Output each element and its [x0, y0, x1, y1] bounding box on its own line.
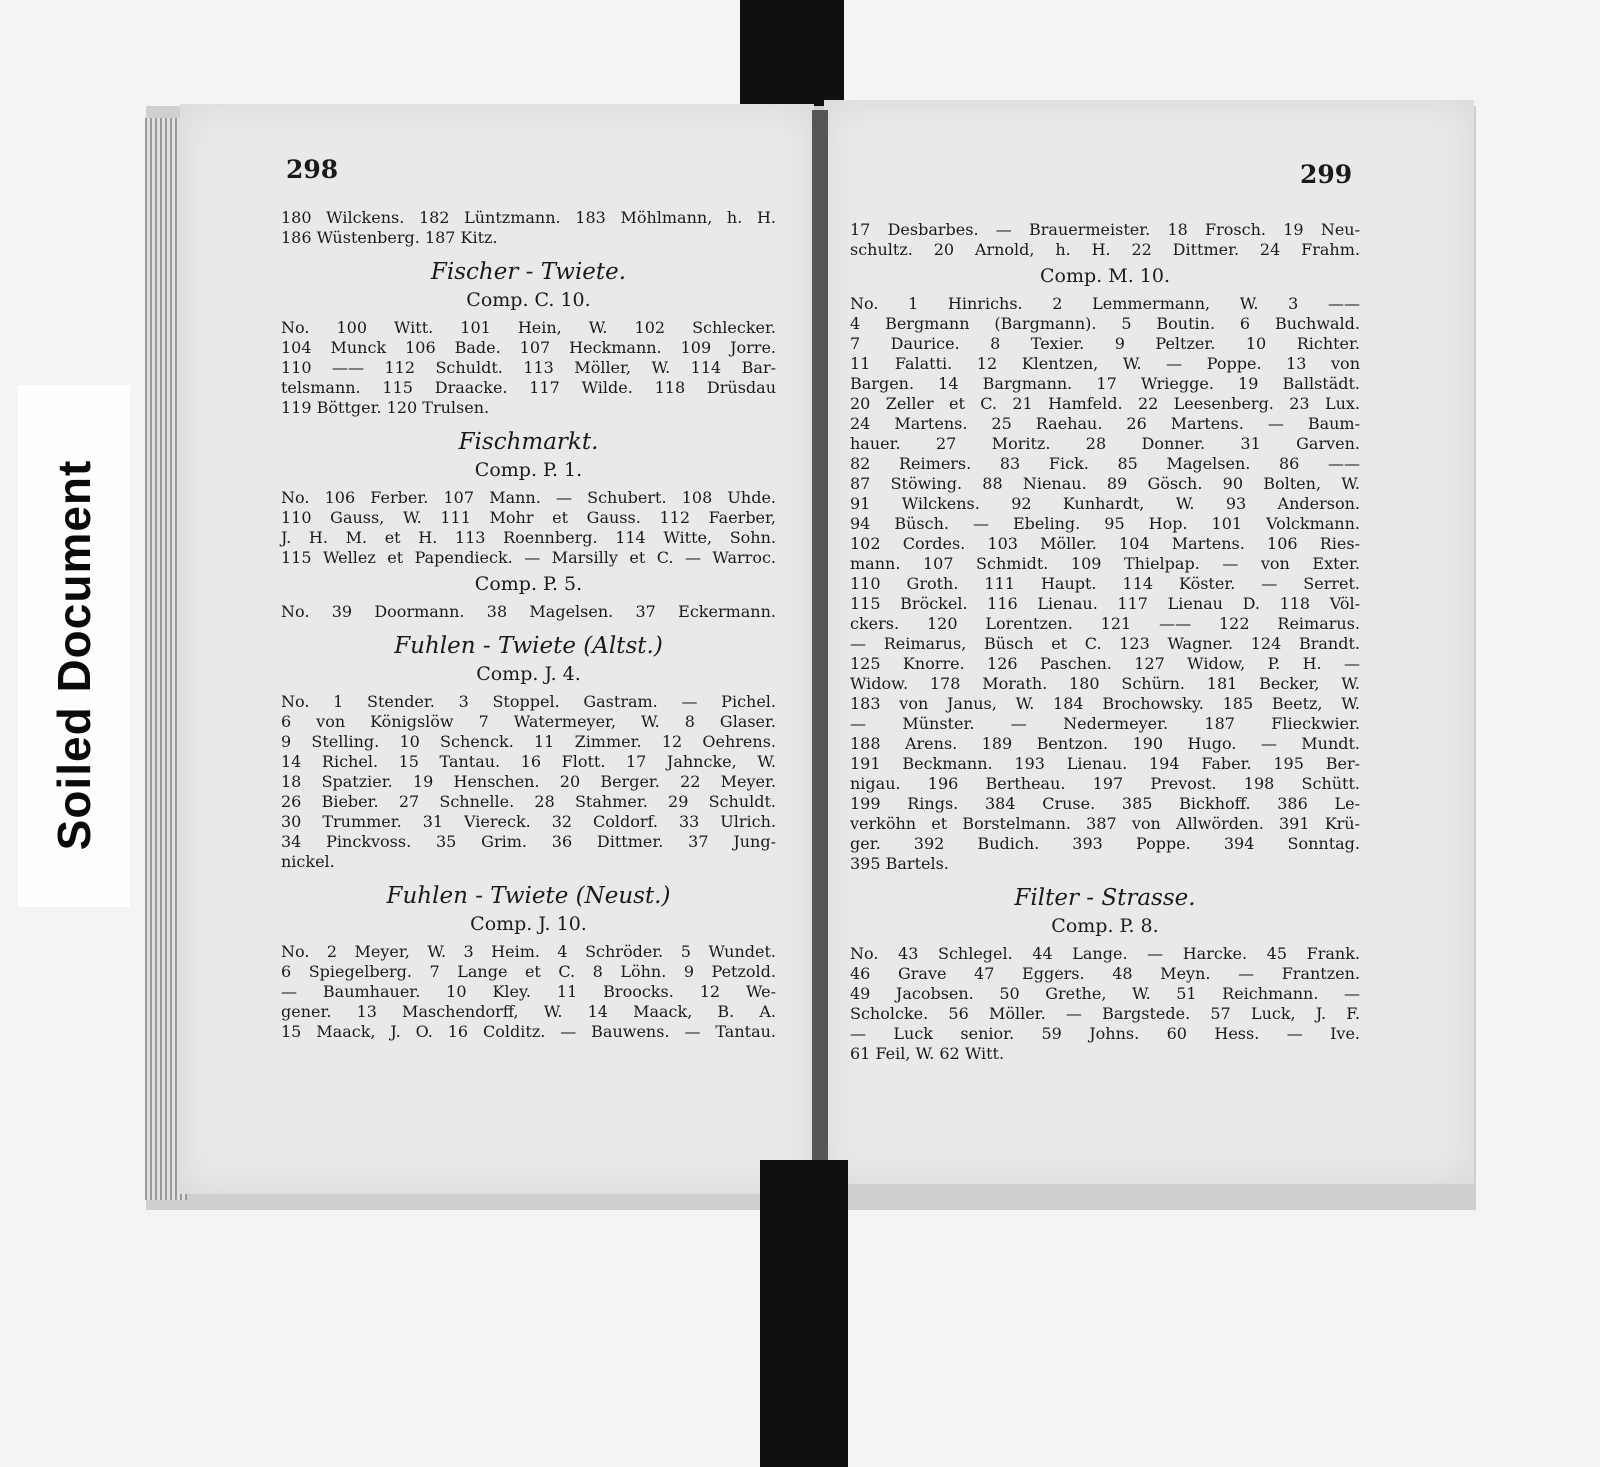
directory-line: 6 von Königslöw 7 Watermeyer, W. 8 Glaser. — [281, 712, 776, 731]
street-heading: Fuhlen - Twiete (Neust.) — [386, 883, 671, 909]
company-heading: Comp. P. 5. — [474, 573, 583, 595]
directory-line: schultz. 20 Arnold, h. H. 22 Dittmer. 24 Frahm. — [850, 240, 1360, 259]
directory-line: 11 Falatti. 12 Klentzen, W. — Poppe. 13 von — [850, 354, 1360, 373]
street-heading: Fischmarkt. — [458, 429, 599, 455]
directory-line: 91 Wilckens. 92 Kunhardt, W. 93 Anderson. — [850, 494, 1360, 513]
condition-label: Soiled Document — [48, 459, 100, 851]
directory-line: 125 Knorre. 126 Paschen. 127 Widow, P. H. — — [850, 654, 1360, 673]
street-heading: Filter - Strasse. — [1014, 885, 1196, 911]
directory-line: No. 2 Meyer, W. 3 Heim. 4 Schröder. 5 Wundet. — [281, 942, 776, 961]
directory-line: 7 Daurice. 8 Texier. 9 Peltzer. 10 Richter. — [850, 334, 1360, 353]
directory-line: 34 Pinckvoss. 35 Grim. 36 Dittmer. 37 Jung- — [281, 832, 776, 851]
directory-line: — Luck senior. 59 Johns. 60 Hess. — Ive. — [850, 1024, 1360, 1043]
directory-line: — Baumhauer. 10 Kley. 11 Broocks. 12 We- — [281, 982, 776, 1001]
directory-line: 15 Maack, J. O. 16 Colditz. — Bauwens. — Tantau. — [281, 1022, 776, 1041]
directory-line: Scholcke. 56 Möller. — Bargstede. 57 Luck, J. F. — [850, 1004, 1360, 1023]
directory-line: — Reimarus, Büsch et C. 123 Wagner. 124 Brandt. — [850, 634, 1360, 653]
directory-line: ger. 392 Budich. 393 Poppe. 394 Sonntag. — [850, 834, 1360, 853]
page-number-right: 299 — [1300, 160, 1353, 189]
directory-line: Bargen. 14 Bargmann. 17 Wriegge. 19 Ballstädt. — [850, 374, 1360, 393]
directory-line: ckers. 120 Lorentzen. 121 —— 122 Reimarus. — [850, 614, 1360, 633]
directory-line: 102 Cordes. 103 Möller. 104 Martens. 106 Ries- — [850, 534, 1360, 553]
directory-line: 14 Richel. 15 Tantau. 16 Flott. 17 Jahncke, W. — [281, 752, 776, 771]
directory-line: 94 Büsch. — Ebeling. 95 Hop. 101 Volckmann. — [850, 514, 1360, 533]
company-heading: Comp. J. 4. — [476, 663, 581, 685]
company-heading: Comp. P. 1. — [474, 459, 583, 481]
directory-line: 9 Stelling. 10 Schenck. 11 Zimmer. 12 Oehrens. — [281, 732, 776, 751]
directory-line: 49 Jacobsen. 50 Grethe, W. 51 Reichmann. — — [850, 984, 1360, 1003]
directory-line: Widow. 178 Morath. 180 Schürn. 181 Becker, W. — [850, 674, 1360, 693]
directory-line: 115 Bröckel. 116 Lienau. 117 Lienau D. 118 Völ- — [850, 594, 1360, 613]
directory-line: 183 von Janus, W. 184 Brochowsky. 185 Beetz, W. — [850, 694, 1360, 713]
page-number-left: 298 — [286, 155, 339, 184]
directory-line: J. H. M. et H. 113 Roennberg. 114 Witte, Sohn. — [281, 528, 776, 547]
directory-line: 46 Grave 47 Eggers. 48 Meyn. — Frantzen. — [850, 964, 1360, 983]
company-heading: Comp. P. 8. — [1051, 915, 1159, 937]
book-gutter — [812, 110, 828, 1190]
directory-line: 6 Spiegelberg. 7 Lange et C. 8 Löhn. 9 Petzold. — [281, 962, 776, 981]
directory-line: 199 Rings. 384 Cruse. 385 Bickhoff. 386 Le- — [850, 794, 1360, 813]
directory-line: 110 —— 112 Schuldt. 113 Möller, W. 114 Bar- — [281, 358, 776, 377]
street-heading: Fuhlen - Twiete (Altst.) — [394, 633, 663, 659]
directory-line: No. 100 Witt. 101 Hein, W. 102 Schlecker. — [281, 318, 776, 337]
directory-line: 110 Gauss, W. 111 Mohr et Gauss. 112 Faerber, — [281, 508, 776, 527]
directory-line: 17 Desbarbes. — Brauermeister. 18 Frosch. 19 Neu- — [850, 220, 1360, 239]
directory-line: 180 Wilckens. 182 Lüntzmann. 183 Möhlmann, h. H. — [281, 208, 776, 227]
directory-line: 18 Spatzier. 19 Henschen. 20 Berger. 22 Meyer. — [281, 772, 776, 791]
directory-line: 87 Stöwing. 88 Nienau. 89 Gösch. 90 Bolten, W. — [850, 474, 1360, 493]
directory-line: 395 Bartels. — [850, 854, 949, 873]
directory-line: No. 1 Hinrichs. 2 Lemmermann, W. 3 —— — [850, 294, 1360, 313]
directory-line: 115 Wellez et Papendieck. — Marsilly et C. — Warroc. — [281, 548, 776, 567]
directory-line: No. 39 Doormann. 38 Magelsen. 37 Eckermann. — [281, 602, 776, 621]
directory-line: 119 Böttger. 120 Trulsen. — [281, 398, 490, 417]
directory-line: 4 Bergmann (Bargmann). 5 Boutin. 6 Buchwald. — [850, 314, 1360, 333]
directory-line: No. 43 Schlegel. 44 Lange. — Harcke. 45 Frank. — [850, 944, 1360, 963]
directory-line: hauer. 27 Moritz. 28 Donner. 31 Garven. — [850, 434, 1360, 453]
directory-line: 82 Reimers. 83 Fick. 85 Magelsen. 86 —— — [850, 454, 1360, 473]
directory-line: gener. 13 Maschendorff, W. 14 Maack, B. A. — [281, 1002, 776, 1021]
directory-line: No. 1 Stender. 3 Stoppel. Gastram. — Pichel. — [281, 692, 776, 711]
directory-line: 24 Martens. 25 Raehau. 26 Martens. — Baum- — [850, 414, 1360, 433]
company-heading: Comp. C. 10. — [466, 289, 591, 311]
directory-line: 20 Zeller et C. 21 Hamfeld. 22 Leesenberg. 23 Lux. — [850, 394, 1360, 413]
directory-line: 186 Wüstenberg. 187 Kitz. — [281, 228, 498, 247]
directory-line: verköhn et Borstelmann. 387 von Allwörden. 391 Krü- — [850, 814, 1360, 833]
directory-line: 110 Groth. 111 Haupt. 114 Köster. — Serret. — [850, 574, 1360, 593]
directory-line: mann. 107 Schmidt. 109 Thielpap. — von Exter. — [850, 554, 1360, 573]
directory-line: telsmann. 115 Draacke. 117 Wilde. 118 Drüsdau — [281, 378, 776, 397]
directory-line: 61 Feil, W. 62 Witt. — [850, 1044, 1005, 1063]
directory-line: 26 Bieber. 27 Schnelle. 28 Stahmer. 29 Schuldt. — [281, 792, 776, 811]
directory-line: 30 Trummer. 31 Viereck. 32 Coldorf. 33 Ulrich. — [281, 812, 776, 831]
directory-line: 188 Arens. 189 Bentzon. 190 Hugo. — Mundt. — [850, 734, 1360, 753]
street-heading: Fischer - Twiete. — [430, 259, 627, 285]
right-page-column — [850, 220, 1360, 1064]
directory-line: 191 Beckmann. 193 Lienau. 194 Faber. 195 Ber- — [850, 754, 1360, 773]
directory-line: — Münster. — Nedermeyer. 187 Flieckwier. — [850, 714, 1360, 733]
company-heading: Comp. J. 10. — [470, 913, 587, 935]
directory-line: No. 106 Ferber. 107 Mann. — Schubert. 108 Uhde. — [281, 488, 776, 507]
directory-line: nigau. 196 Bertheau. 197 Prevost. 198 Schütt. — [850, 774, 1360, 793]
directory-line: 104 Munck 106 Bade. 107 Heckmann. 109 Jorre. — [281, 338, 776, 357]
bookmark-ribbon-bottom — [760, 1160, 848, 1467]
company-heading: Comp. M. 10. — [1040, 265, 1170, 287]
left-page-column — [281, 208, 776, 1042]
directory-line: nickel. — [281, 852, 335, 871]
